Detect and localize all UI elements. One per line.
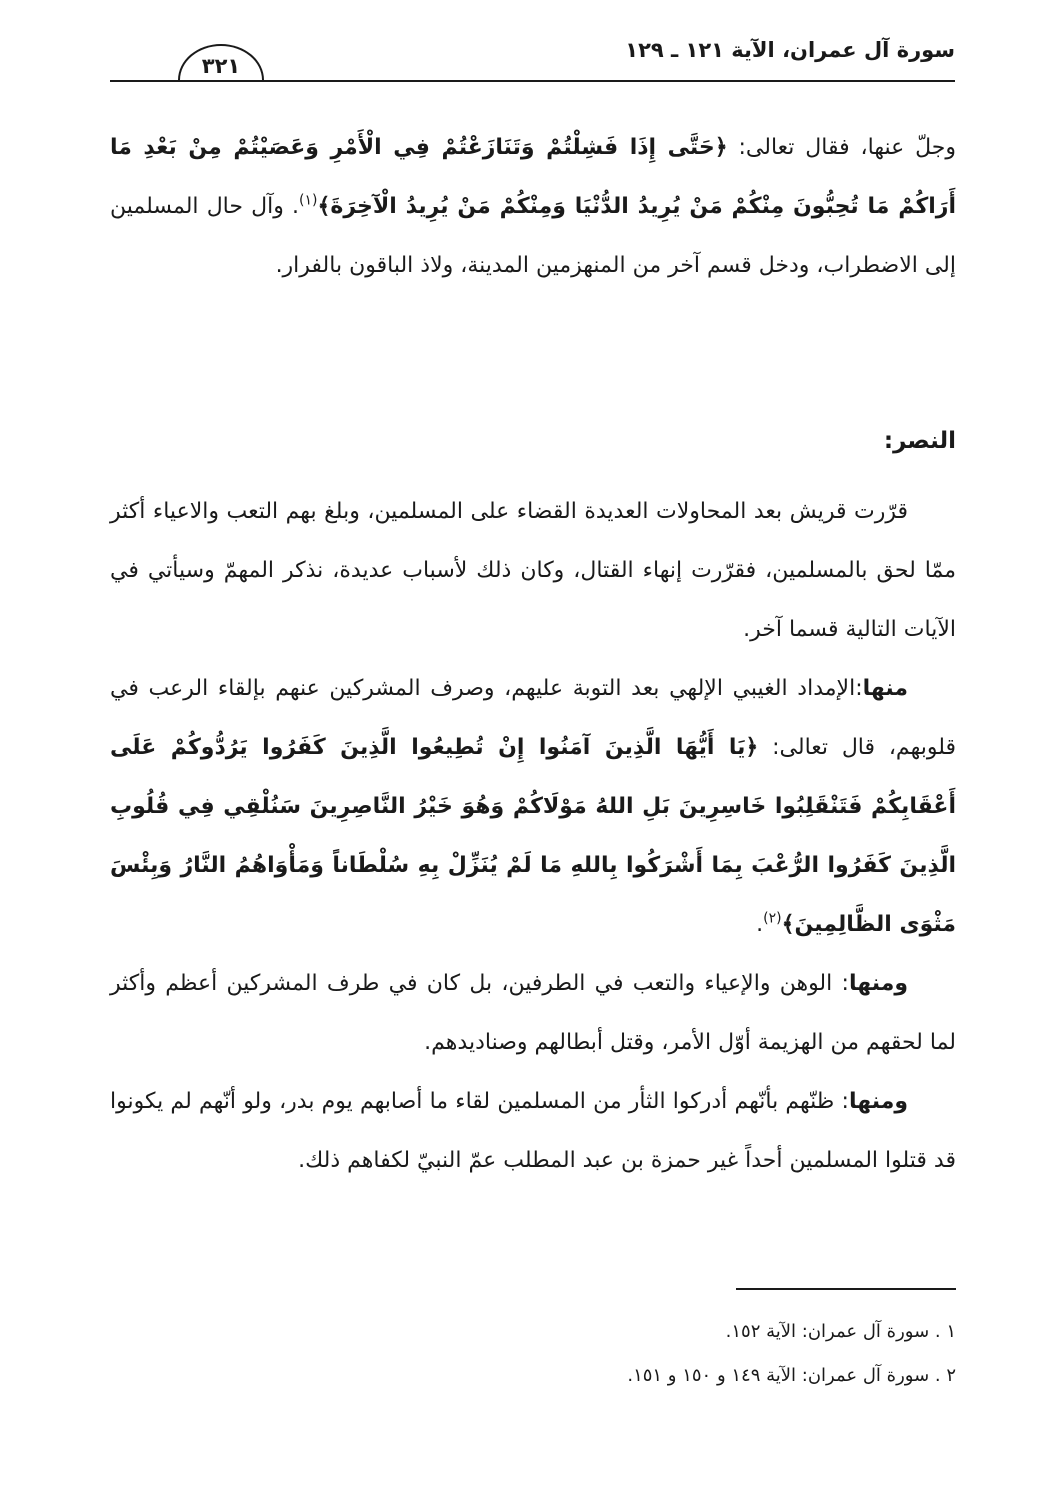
footnote-ref-1: (١) bbox=[299, 192, 318, 209]
footnote-1: ١ . سورة آل عمران: الآية ١٥٢. bbox=[725, 1321, 956, 1342]
paragraph-1: قرّرت قريش بعد المحاولات العديدة القضاء على المسلمين، وبلغ بهم التعب والاعياء أكثر ممّا لحق بالمسلمين، فقرّرت إنهاء القتال، وكان ذلك لأسباب عديدة، نذكر المهمّ وسيأتي في الآيات التالية قسما آخر. bbox=[110, 499, 956, 642]
section-heading: النصر: bbox=[883, 428, 956, 454]
footnotes bbox=[627, 1310, 956, 1398]
paragraph-3-label: ومنها bbox=[848, 971, 908, 996]
footnote-2: ٢ . سورة آل عمران: الآية ١٤٩ و ١٥٠ و ١٥١. bbox=[627, 1365, 956, 1386]
paragraph-3-text: : الوهن والإعياء والتعب في الطرفين، بل كان في طرف المشركين أعظم وأكثر لما لحقهم من الهزيمة أوّل الأمر، وقتل أبطالهم وصناديدهم. bbox=[110, 971, 956, 1055]
paragraph-4-text: : ظنّهم بأنّهم أدركوا الثأر من المسلمين لقاء ما أصابهم يوم بدر، ولو أنّهم لم يكونوا قد قتلوا المسلمين أحداً غير حمزة بن عبد المطلب عمّ النبيّ لكفاهم ذلك. bbox=[110, 1089, 956, 1173]
quran-verse-2: ﴿يَا أَيُّهَا الَّذِينَ آمَنُوا إِنْ تُطِيعُوا الَّذِينَ كَفَرُوا يَرُدُّوكُمْ عَلَى أَعْقَابِكُمْ فَتَنْقَلِبُوا خَاسِرِينَ بَلِ اللهُ مَوْلَاكُمْ وَهُوَ خَيْرُ النَّاصِرِينَ سَنُلْقِي فِي قُلُوبِ الَّذِينَ كَفَرُوا الرُّعْبَ بِمَا أَشْرَكُوا بِاللهِ مَا لَمْ يُنَزِّلْ بِهِ سُلْطَاناً وَمَأْوَاهُمُ النَّارُ وَبِئْسَ مَثْوَى الظَّالِمِينَ﴾ bbox=[110, 735, 956, 937]
paragraph-3 bbox=[110, 954, 956, 1072]
paragraph-2-lead: :الإمداد الغيبي الإلهي بعد التوبة عليهم، وصرف المشركين عنهم بإلقاء الرعب في قلوبهم، قال تعالى: bbox=[110, 676, 956, 760]
paragraph-2-label: منها bbox=[862, 676, 908, 701]
paragraph-2-tail: . bbox=[756, 912, 764, 937]
paragraph-4 bbox=[110, 1072, 956, 1190]
quran-verse: ﴿حَتَّى إِذَا فَشِلْتُمْ وَتَنَازَعْتُمْ فِي الْأَمْرِ وَعَصَيْتُمْ مِنْ بَعْدِ مَا أَرَاكُمْ مَا تُحِبُّونَ مِنْكُمْ مَنْ يُرِيدُ الدُّنْيَا وَمِنْكُمْ مَنْ يُرِيدُ الْآخِرَةَ﴾ bbox=[110, 135, 956, 219]
intro-lead: وجلّ عنها، فقال تعالى: bbox=[727, 135, 956, 160]
page-number: ٣٢١ bbox=[178, 44, 264, 80]
paragraph-4-label: ومنها bbox=[848, 1089, 908, 1114]
intro-tail: . وآل حال المسلمين إلى الاضطراب، ودخل قسم آخر من المنهزمين المدينة، ولاذ الباقون بالفرار. bbox=[110, 194, 956, 278]
running-title: سورة آل عمران، الآية ١٢١ ـ ١٢٩ bbox=[625, 38, 955, 62]
intro-paragraph bbox=[110, 118, 956, 295]
paragraph-2 bbox=[110, 659, 956, 954]
section-body bbox=[110, 482, 956, 1190]
intro-text bbox=[110, 118, 956, 295]
footnote-ref-2: (٢) bbox=[763, 910, 782, 927]
page-header bbox=[110, 38, 955, 82]
footnote-rule bbox=[736, 1288, 956, 1290]
